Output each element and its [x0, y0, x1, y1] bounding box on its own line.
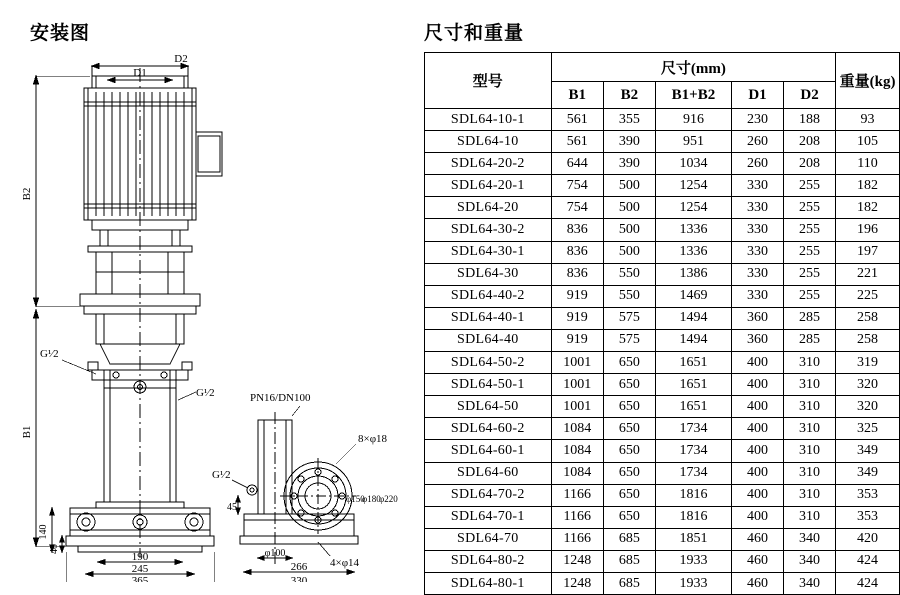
table-row [425, 131, 900, 153]
cell-b1b2: 1034 [655, 153, 731, 175]
cell-model: SDL64-50-2 [425, 352, 552, 374]
cell-d2: 310 [784, 396, 836, 418]
cell-weight: 320 [836, 374, 900, 396]
cell-b1: 754 [551, 197, 603, 219]
dimensions-weight-table [424, 52, 900, 595]
table-row [425, 462, 900, 484]
table-row [425, 285, 900, 307]
label-g-half-3: G¹⁄2 [212, 469, 231, 481]
label-d2: D2 [174, 53, 188, 65]
label-140: 140 [38, 524, 49, 540]
cell-d2: 255 [784, 197, 836, 219]
cell-b1: 1166 [551, 528, 603, 550]
cell-b2: 500 [603, 197, 655, 219]
cell-b2: 575 [603, 329, 655, 351]
pump-drawing [0, 44, 420, 582]
cell-b2: 650 [603, 484, 655, 506]
table-row [425, 550, 900, 572]
cell-b1: 754 [551, 175, 603, 197]
cell-b1: 1166 [551, 484, 603, 506]
cell-b1b2: 1851 [655, 528, 731, 550]
cell-b1b2: 1494 [655, 329, 731, 351]
cell-b2: 650 [603, 396, 655, 418]
cell-weight: 424 [836, 572, 900, 594]
table-row [425, 352, 900, 374]
cell-d1: 330 [731, 285, 783, 307]
cell-b1: 561 [551, 109, 603, 131]
cell-weight: 110 [836, 153, 900, 175]
cell-d2: 310 [784, 462, 836, 484]
cell-weight: 258 [836, 307, 900, 329]
cell-model: SDL64-10-1 [425, 109, 552, 131]
table-row [425, 263, 900, 285]
label-266: 266 [290, 561, 308, 573]
table-row [425, 153, 900, 175]
table-row [425, 572, 900, 594]
cell-model: SDL64-80-1 [425, 572, 552, 594]
col-header-d2: D2 [784, 82, 836, 109]
cell-weight: 93 [836, 109, 900, 131]
table-row [425, 484, 900, 506]
cell-b2: 355 [603, 109, 655, 131]
table-body [425, 109, 900, 595]
cell-weight: 349 [836, 462, 900, 484]
cell-d1: 460 [731, 572, 783, 594]
cell-b1b2: 1254 [655, 197, 731, 219]
cell-b2: 685 [603, 528, 655, 550]
cell-d2: 188 [784, 109, 836, 131]
cell-d2: 285 [784, 307, 836, 329]
table-row [425, 396, 900, 418]
cell-d1: 360 [731, 307, 783, 329]
col-header-b1b2: B1+B2 [655, 82, 731, 109]
cell-d1: 400 [731, 506, 783, 528]
cell-b1b2: 1933 [655, 550, 731, 572]
cell-d2: 255 [784, 285, 836, 307]
cell-b2: 500 [603, 175, 655, 197]
label-45: 45 [227, 502, 237, 513]
cell-b2: 500 [603, 219, 655, 241]
table-row [425, 374, 900, 396]
cell-b1: 1248 [551, 572, 603, 594]
label-phi100: φ100 [264, 548, 286, 559]
cell-d2: 310 [784, 374, 836, 396]
cell-weight: 320 [836, 396, 900, 418]
cell-model: SDL64-60-2 [425, 418, 552, 440]
cell-model: SDL64-20 [425, 197, 552, 219]
cell-model: SDL64-70-2 [425, 484, 552, 506]
cell-d1: 230 [731, 109, 783, 131]
cell-b2: 685 [603, 550, 655, 572]
label-8x18: 8×φ18 [358, 433, 388, 445]
cell-d2: 285 [784, 329, 836, 351]
label-190: 190 [131, 551, 149, 563]
cell-b1: 836 [551, 241, 603, 263]
cell-weight: 319 [836, 352, 900, 374]
pump-drawing-svg [0, 44, 420, 582]
label-330: 330 [290, 575, 308, 582]
cell-model: SDL64-20-2 [425, 153, 552, 175]
cell-b1: 1001 [551, 396, 603, 418]
col-header-dimensions: 尺寸(mm) [551, 53, 836, 82]
cell-b1b2: 1734 [655, 462, 731, 484]
cell-d2: 208 [784, 153, 836, 175]
cell-d2: 255 [784, 219, 836, 241]
cell-d2: 310 [784, 418, 836, 440]
cell-model: SDL64-40-1 [425, 307, 552, 329]
col-header-model: 型号 [425, 53, 552, 109]
cell-b1b2: 1469 [655, 285, 731, 307]
cell-model: SDL64-70 [425, 528, 552, 550]
dimensions-table-panel [424, 0, 900, 591]
cell-b1b2: 1734 [655, 440, 731, 462]
cell-weight: 420 [836, 528, 900, 550]
cell-b1b2: 1494 [655, 307, 731, 329]
table-row [425, 241, 900, 263]
cell-b2: 650 [603, 418, 655, 440]
cell-b2: 650 [603, 440, 655, 462]
table-title: 尺寸和重量 [424, 23, 525, 44]
cell-b1: 1166 [551, 506, 603, 528]
cell-b1b2: 1651 [655, 374, 731, 396]
cell-model: SDL64-40-2 [425, 285, 552, 307]
cell-b1: 561 [551, 131, 603, 153]
cell-d1: 400 [731, 396, 783, 418]
cell-b1: 836 [551, 263, 603, 285]
cell-d2: 255 [784, 263, 836, 285]
cell-b2: 650 [603, 462, 655, 484]
cell-weight: 105 [836, 131, 900, 153]
label-245: 245 [131, 563, 149, 575]
cell-b1: 1084 [551, 462, 603, 484]
label-b1: B1 [21, 425, 33, 439]
cell-weight: 258 [836, 329, 900, 351]
cell-b2: 650 [603, 374, 655, 396]
label-4x14: 4×φ14 [330, 557, 360, 569]
table-head [425, 53, 900, 109]
cell-b2: 550 [603, 263, 655, 285]
table-row [425, 506, 900, 528]
cell-b1b2: 1254 [655, 175, 731, 197]
cell-d1: 460 [731, 550, 783, 572]
cell-weight: 353 [836, 506, 900, 528]
cell-b2: 650 [603, 506, 655, 528]
cell-model: SDL64-80-2 [425, 550, 552, 572]
cell-d1: 400 [731, 462, 783, 484]
table-row [425, 109, 900, 131]
cell-d1: 260 [731, 153, 783, 175]
cell-b1: 1084 [551, 418, 603, 440]
cell-d2: 255 [784, 175, 836, 197]
cell-weight: 182 [836, 175, 900, 197]
col-header-d1: D1 [731, 82, 783, 109]
cell-b2: 390 [603, 131, 655, 153]
cell-d2: 208 [784, 131, 836, 153]
cell-weight: 197 [836, 241, 900, 263]
cell-b1: 836 [551, 219, 603, 241]
cell-model: SDL64-50-1 [425, 374, 552, 396]
cell-model: SDL64-60 [425, 462, 552, 484]
cell-b2: 550 [603, 285, 655, 307]
cell-model: SDL64-30 [425, 263, 552, 285]
label-phi220: φ220 [379, 494, 398, 504]
cell-weight: 196 [836, 219, 900, 241]
cell-b2: 685 [603, 572, 655, 594]
cell-model: SDL64-60-1 [425, 440, 552, 462]
cell-weight: 349 [836, 440, 900, 462]
cell-d2: 340 [784, 572, 836, 594]
cell-model: SDL64-40 [425, 329, 552, 351]
table-row [425, 440, 900, 462]
cell-weight: 424 [836, 550, 900, 572]
table-row [425, 329, 900, 351]
label-40: 40 [49, 544, 60, 554]
col-header-b2: B2 [603, 82, 655, 109]
cell-d1: 400 [731, 374, 783, 396]
cell-b1: 1084 [551, 440, 603, 462]
cell-b1b2: 1651 [655, 396, 731, 418]
cell-b1b2: 1933 [655, 572, 731, 594]
cell-b1: 919 [551, 285, 603, 307]
cell-b1b2: 1336 [655, 219, 731, 241]
cell-b2: 390 [603, 153, 655, 175]
cell-d1: 330 [731, 175, 783, 197]
cell-model: SDL64-10 [425, 131, 552, 153]
installation-drawing-panel [0, 0, 420, 582]
cell-weight: 221 [836, 263, 900, 285]
cell-weight: 182 [836, 197, 900, 219]
cell-b1b2: 1734 [655, 418, 731, 440]
col-header-weight: 重量(kg) [836, 53, 900, 109]
cell-d2: 340 [784, 528, 836, 550]
cell-d2: 255 [784, 241, 836, 263]
table-row [425, 528, 900, 550]
cell-model: SDL64-20-1 [425, 175, 552, 197]
cell-b1b2: 1336 [655, 241, 731, 263]
cell-d1: 400 [731, 484, 783, 506]
cell-b1b2: 916 [655, 109, 731, 131]
label-b2: B2 [21, 187, 33, 201]
cell-b1b2: 1816 [655, 484, 731, 506]
cell-d1: 360 [731, 329, 783, 351]
cell-weight: 325 [836, 418, 900, 440]
col-header-b1: B1 [551, 82, 603, 109]
cell-model: SDL64-30-2 [425, 219, 552, 241]
label-phi150: φ150 [346, 494, 365, 504]
cell-d2: 310 [784, 352, 836, 374]
cell-d2: 310 [784, 506, 836, 528]
cell-d1: 400 [731, 352, 783, 374]
cell-b2: 500 [603, 241, 655, 263]
cell-b1: 1248 [551, 550, 603, 572]
cell-b1b2: 1386 [655, 263, 731, 285]
cell-d1: 400 [731, 418, 783, 440]
cell-b1: 919 [551, 307, 603, 329]
cell-d1: 330 [731, 263, 783, 285]
cell-d1: 460 [731, 528, 783, 550]
cell-b1: 1001 [551, 352, 603, 374]
cell-b1b2: 1651 [655, 352, 731, 374]
label-365: 365 [131, 575, 149, 582]
cell-d1: 400 [731, 440, 783, 462]
cell-d1: 330 [731, 219, 783, 241]
table-row [425, 175, 900, 197]
cell-model: SDL64-30-1 [425, 241, 552, 263]
cell-d1: 330 [731, 241, 783, 263]
cell-b1: 644 [551, 153, 603, 175]
drawing-title: 安装图 [30, 23, 91, 44]
table-row [425, 197, 900, 219]
label-pn16-dn100: PN16/DN100 [250, 392, 311, 404]
label-g-half-1: G¹⁄2 [40, 348, 59, 360]
cell-d2: 310 [784, 440, 836, 462]
table-row [425, 307, 900, 329]
cell-b2: 575 [603, 307, 655, 329]
cell-model: SDL64-50 [425, 396, 552, 418]
label-d1: D1 [133, 67, 147, 79]
cell-d2: 310 [784, 484, 836, 506]
cell-d1: 260 [731, 131, 783, 153]
cell-d2: 340 [784, 550, 836, 572]
cell-b1b2: 951 [655, 131, 731, 153]
label-g-half-2: G¹⁄2 [196, 387, 215, 399]
cell-b1: 1001 [551, 374, 603, 396]
table-row [425, 219, 900, 241]
table-row [425, 418, 900, 440]
cell-b2: 650 [603, 352, 655, 374]
cell-weight: 225 [836, 285, 900, 307]
cell-weight: 353 [836, 484, 900, 506]
cell-model: SDL64-70-1 [425, 506, 552, 528]
cell-b1: 919 [551, 329, 603, 351]
label-phi180: φ180 [362, 494, 381, 504]
cell-d1: 330 [731, 197, 783, 219]
cell-b1b2: 1816 [655, 506, 731, 528]
